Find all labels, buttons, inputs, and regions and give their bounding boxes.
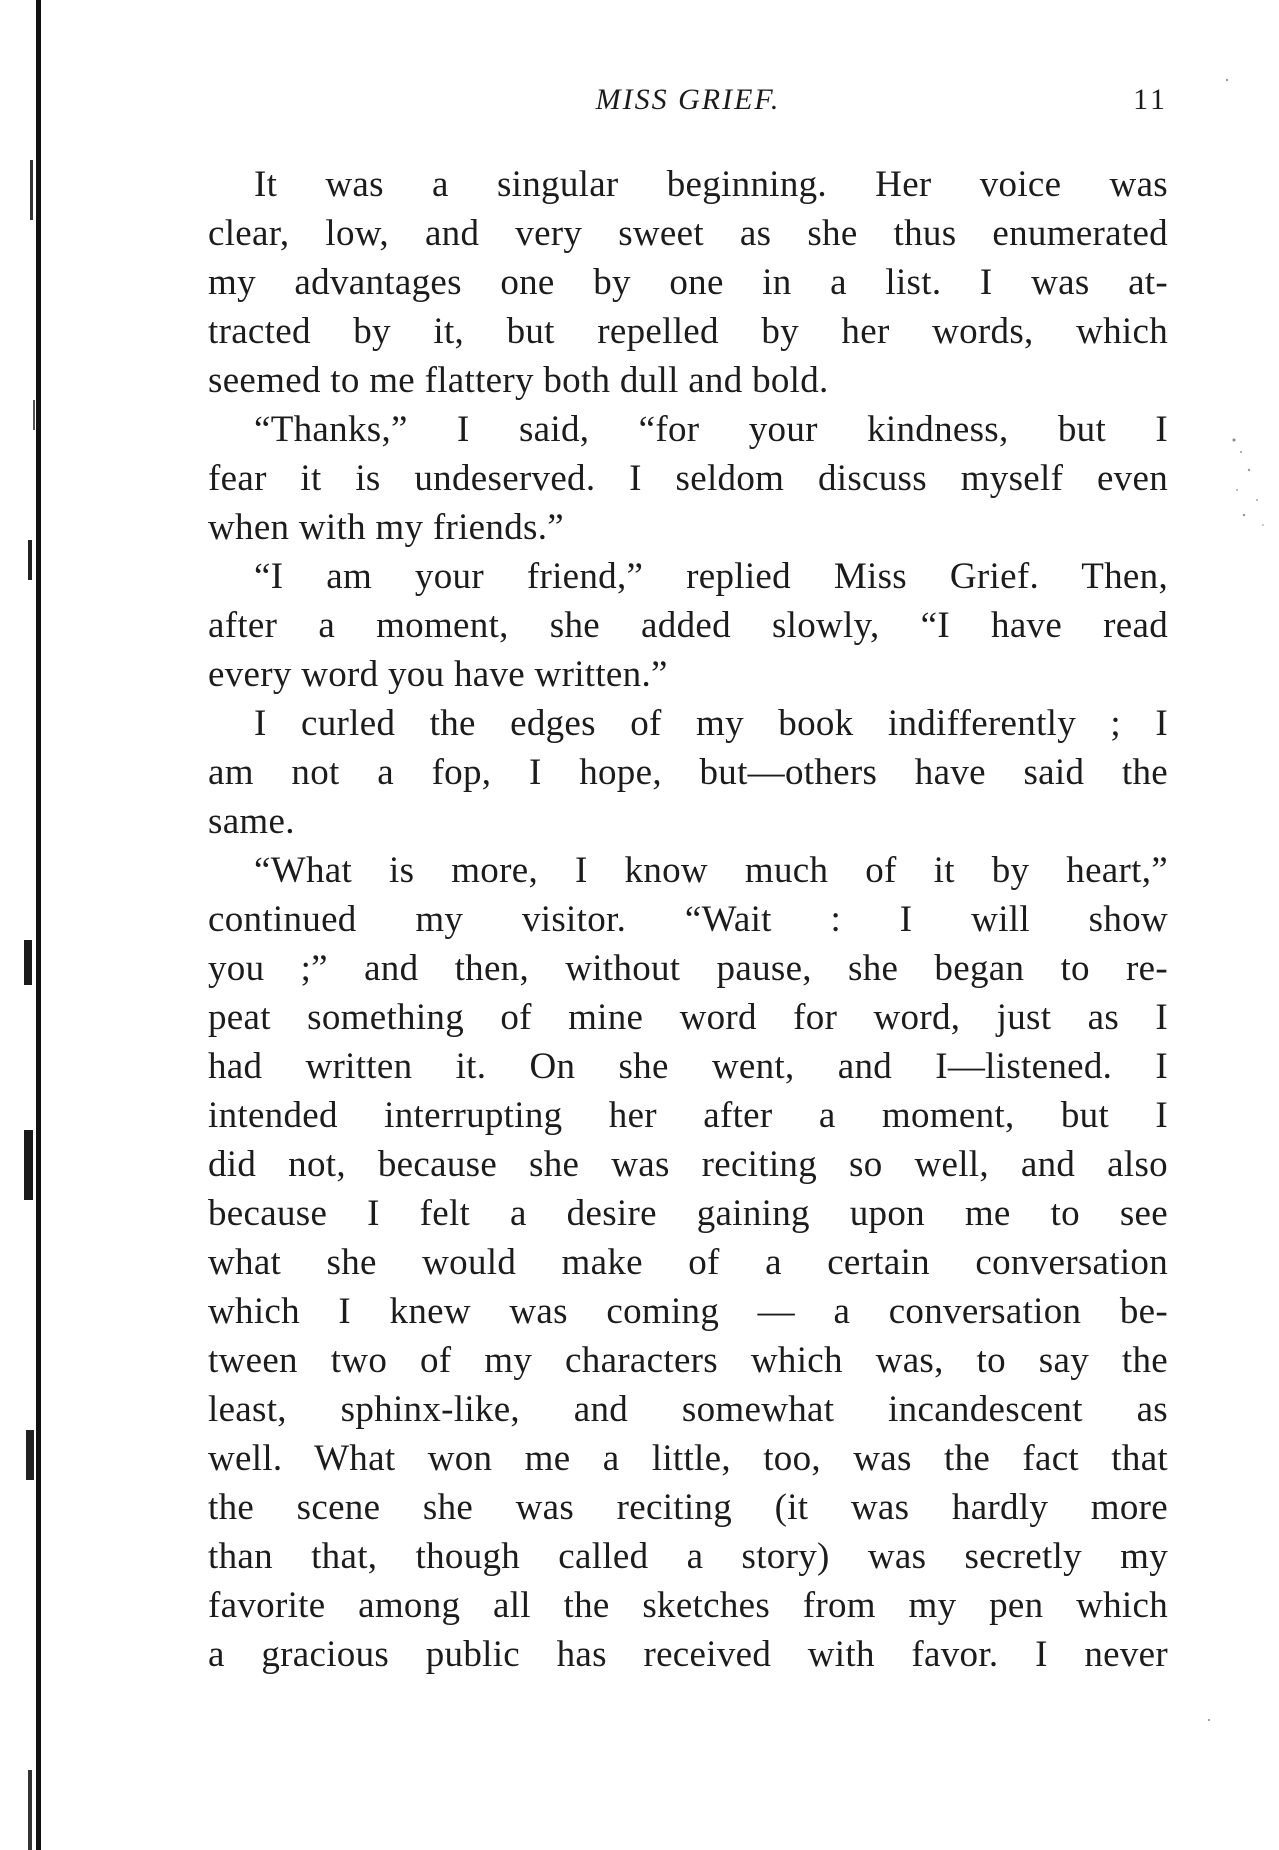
text-line: peat something of mine word for word, just as I xyxy=(208,997,1168,1038)
text-line: seemed to me flattery both dull and bold. xyxy=(208,360,829,401)
text-line: “Thanks,” I said, “for your kindness, but I xyxy=(254,409,1168,450)
text-line: my advantages one by one in a list. I was at- xyxy=(208,262,1168,303)
text-line: after a moment, she added slowly, “I have read xyxy=(208,605,1168,646)
text-line: same. xyxy=(208,801,295,842)
text-line: “What is more, I know much of it by heart,” xyxy=(254,850,1168,891)
text-line: the scene she was reciting (it was hardly more xyxy=(208,1487,1168,1528)
text-line: favorite among all the sketches from my pen which xyxy=(208,1585,1168,1626)
body-text xyxy=(208,160,1168,1679)
running-head xyxy=(208,83,1168,123)
text-line: did not, because she was reciting so well, and also xyxy=(208,1144,1168,1185)
text-line: least, sphinx-like, and somewhat incandescent as xyxy=(208,1389,1168,1430)
text-line: well. What won me a little, too, was the fact that xyxy=(208,1438,1168,1479)
text-line: because I felt a desire gaining upon me to see xyxy=(208,1193,1168,1234)
text-line: fear it is undeserved. I seldom discuss myself even xyxy=(208,458,1168,499)
paper-specks xyxy=(1179,0,1279,1850)
text-line: am not a fop, I hope, but—others have said the xyxy=(208,752,1168,793)
text-line: clear, low, and very sweet as she thus enumerated xyxy=(208,213,1168,254)
text-line: a gracious public has received with favor. I never xyxy=(208,1634,1168,1675)
page-number: 11 xyxy=(1133,83,1168,116)
running-title: MISS GRIEF. xyxy=(595,83,781,116)
text-line: had written it. On she went, and I—listened. I xyxy=(208,1046,1168,1087)
text-line: tracted by it, but repelled by her words, which xyxy=(208,311,1168,352)
text-line: I curled the edges of my book indifferently ; I xyxy=(254,703,1168,744)
text-line: than that, though called a story) was secretly my xyxy=(208,1536,1168,1577)
text-line: what she would make of a certain conversation xyxy=(208,1242,1168,1283)
text-line: every word you have written.” xyxy=(208,654,668,695)
page-binding-edge xyxy=(0,0,60,1850)
text-line: “I am your friend,” replied Miss Grief. Then, xyxy=(254,556,1168,597)
text-line: which I knew was coming — a conversation be- xyxy=(208,1291,1168,1332)
text-line: when with my friends.” xyxy=(208,507,564,548)
text-line: you ;” and then, without pause, she began to re- xyxy=(208,948,1168,989)
text-line: continued my visitor. “Wait : I will show xyxy=(208,899,1168,940)
text-line: intended interrupting her after a moment, but I xyxy=(208,1095,1168,1136)
text-line: tween two of my characters which was, to say the xyxy=(208,1340,1168,1381)
text-line: It was a singular beginning. Her voice was xyxy=(254,164,1168,205)
